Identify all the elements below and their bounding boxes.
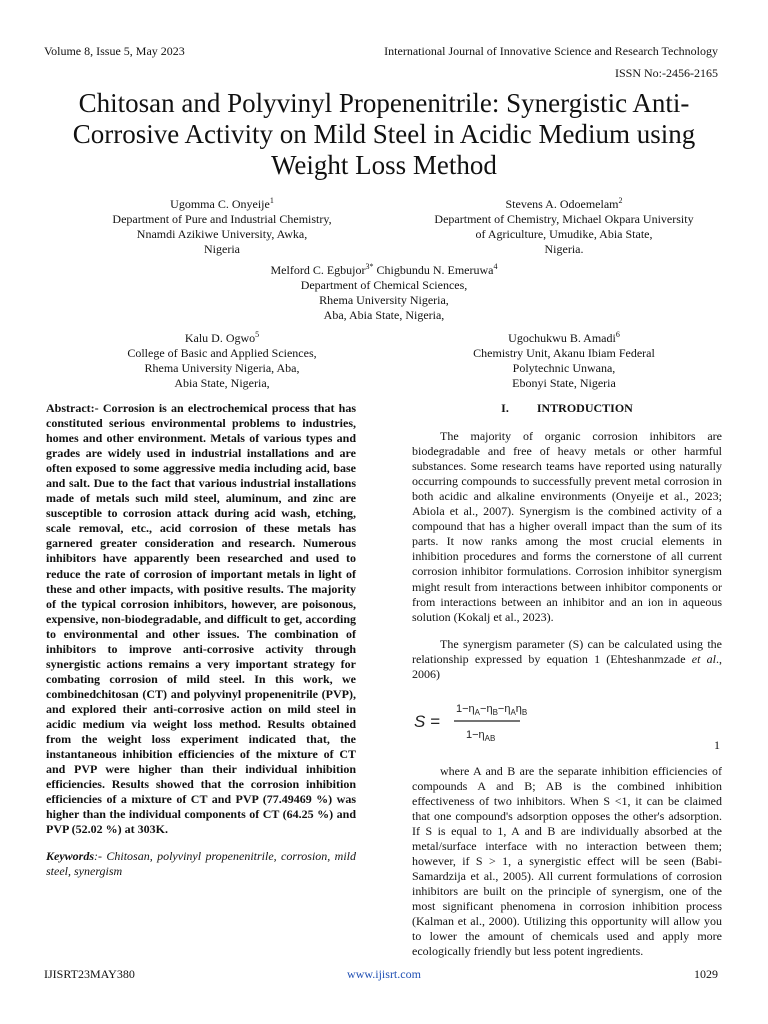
author-2-affil-2: of Agriculture, Umudike, Abia State, — [475, 227, 653, 241]
author-2 — [402, 197, 726, 257]
author-5 — [60, 331, 384, 391]
author-1-name: Ugomma C. Onyeije$^1$ — [170, 196, 274, 211]
equation-1 — [412, 694, 722, 756]
author-6-affil-2: Polytechnic Unwana, — [512, 361, 616, 375]
author-2-affil-3: Nigeria. — [544, 242, 584, 256]
intro-paragraph-2: The synergism parameter (S) can be calculated using the relationship expressed by equation 1 (Ehteshanmzade et al., 2006) — [412, 636, 722, 681]
author-6 — [402, 331, 726, 391]
equation-numerator: $1-\eta_A-\eta_B-\eta_A\eta_B$ — [456, 702, 528, 717]
header-journal: International Journal of Innovative Science and Research Technology — [384, 44, 718, 58]
section-heading-introduction — [412, 401, 722, 416]
section-heading-text: INTRODUCTION — [536, 401, 633, 415]
header-issn: ISSN No:-2456-2165 — [614, 66, 718, 80]
author-2-affil-1: Department of Chemistry, Michael Okpara University — [434, 212, 694, 226]
footer-page-number: 1029 — [694, 967, 718, 981]
right-column — [412, 401, 722, 971]
equation-number: 1 — [714, 737, 720, 752]
footer-paper-code: IJISRT23MAY380 — [44, 967, 135, 981]
left-column — [46, 401, 356, 879]
author-5-affil-1: College of Basic and Applied Sciences, — [127, 346, 317, 360]
equation-lhs: S = — [414, 711, 440, 731]
author-3-4 — [184, 263, 584, 323]
author-5-affil-3: Abia State, Nigeria, — [174, 376, 270, 390]
author-6-affil-1: Chemistry Unit, Akanu Ibiam Federal — [473, 346, 655, 360]
footer-url-link[interactable]: www.ijisrt.com — [347, 967, 421, 981]
intro-paragraph-1: The majority of organic corrosion inhibitors are biodegradable and free of heavy metals or other harmful substances. Some research teams have reported using naturally occurring compounds to successfully prevent metal corrosion in both acidic and alkaline environments (Onyeije et al., 2023; Abiola et al., 2007). Synergism is the combined activity of a compound that has a higher overall impact than the sum of its parts. It now ranks among the most crucial elements in inhibition procedures and forms the cornerstone of all current corrosion inhibitor formulations. Corrosion inhibitor synergism might result from interactions between inhibitor components or from interactions between an inhibitor and an ion in aqueous solution (Kokalj et al., 2023). — [412, 429, 722, 624]
author-5-affil-2: Rhema University Nigeria, Aba, — [144, 361, 300, 375]
author-6-affil-3: Ebonyi State, Nigeria — [512, 376, 616, 390]
keywords-text: :- Chitosan, polyvinyl propenenitrile, corrosion, mild steel, synergism — [46, 849, 356, 879]
author-1-affil-3: Nigeria — [204, 242, 240, 256]
synergism-equation — [412, 694, 528, 752]
author-6-name: Ugochukwu B. Amadi$^6$ — [508, 330, 620, 345]
intro-paragraph-3: where A and B are the separate inhibition efficiencies of compounds A and B; AB is the combined inhibition effectiveness of two inhibitors. When S <1, it can be claimed that one compound's adsorption opposes the other's adsorption. If S is equal to 1, A and B are individually absorbed at the metal/surface interface with no interaction between them; however, if S > 1, a synergistic effect will be seen (Babi-Samardzija et al., 2005). All current formulations of corrosion inhibitors are built on the principle of synergism, one of the most significant phenomena in corrosion inhibition process (Kalman et al., 2000). Utilizing this opportunity will allow you to lower the amount of chemicals used and apply more ecologically friendly but less potent ingredients. — [412, 763, 722, 959]
author-1-affil-1: Department of Pure and Industrial Chemistry, — [112, 212, 332, 226]
author-3-affil-2: Rhema University Nigeria, — [319, 293, 449, 307]
header-volume: Volume 8, Issue 5, May 2023 — [44, 44, 185, 58]
author-1-affil-2: Nnamdi Azikiwe University, Awka, — [136, 227, 308, 241]
author-5-name: Kalu D. Ogwo$^5$ — [184, 330, 260, 345]
equation-denominator: $1-\eta_AB$ — [466, 728, 496, 743]
keywords-label: Keywords — [46, 849, 94, 864]
keywords — [46, 849, 356, 879]
paper-title: Chitosan and Polyvinyl Propenenitrile: Synergistic Anti-Corrosive Activity on Mild Steel in Acidic Medium using Weight Loss Method — [72, 88, 696, 180]
author-3-affil-1: Department of Chemical Sciences, — [300, 278, 468, 292]
author-1 — [60, 197, 384, 257]
section-number: I. — [501, 401, 509, 415]
author-3-4-names: Melford C. Egbujor$^{3*}$ Chigbundu N. Emeruwa$^4$ — [270, 262, 498, 277]
author-2-name: Stevens A. Odoemelam$^2$ — [505, 196, 623, 211]
author-3-affil-3: Aba, Abia State, Nigeria, — [323, 308, 445, 322]
abstract: Abstract:- Corrosion is an electrochemical process that has constituted serious environmental problems to industries, homes and other environment. Metals of various types and grades are widely used in industrial installations and are often exposed to some aggressive media including acid, base and salt. Due to the fact that various industrial installations made of metals such mild steel, aluminum, and zinc are susceptible to corrosion attack during acid wash, etching, scale removal, etc., acid corrosion of these metals has garnered greater consideration and research. Numerous inhibitors have apparently been researched and used to reduce the rate of corrosion of important metals in light of these and other impacts, with positive results. The majority of the typical corrosion inhibitors, however, are poisonous, expensive, non-biodegradable, and difficult to get, according to environmental and other issues. The combination of inhibitors to improve anti-corrosive activity through synergistic actions remains a very important strategy for combating corrosion of mild steel. In this work, we combinedchitosan (CT) and polyvinyl propenenitrile (PVP), and explored their anti-corrosive action on mild steel in acidic medium via weight loss method. Results obtained from the weight loss experiment indicated that, the instantaneous inhibition efficiencies of the mixture of CT and PVP were higher than their individual inhibition efficiencies. Results showed that the corrosion inhibition efficiencies of a mixture of CT and PVP (77.49469 %) was higher than the individual components of CT (64.25 %) and PVP (52.02 %) at 303K. — [46, 401, 356, 837]
